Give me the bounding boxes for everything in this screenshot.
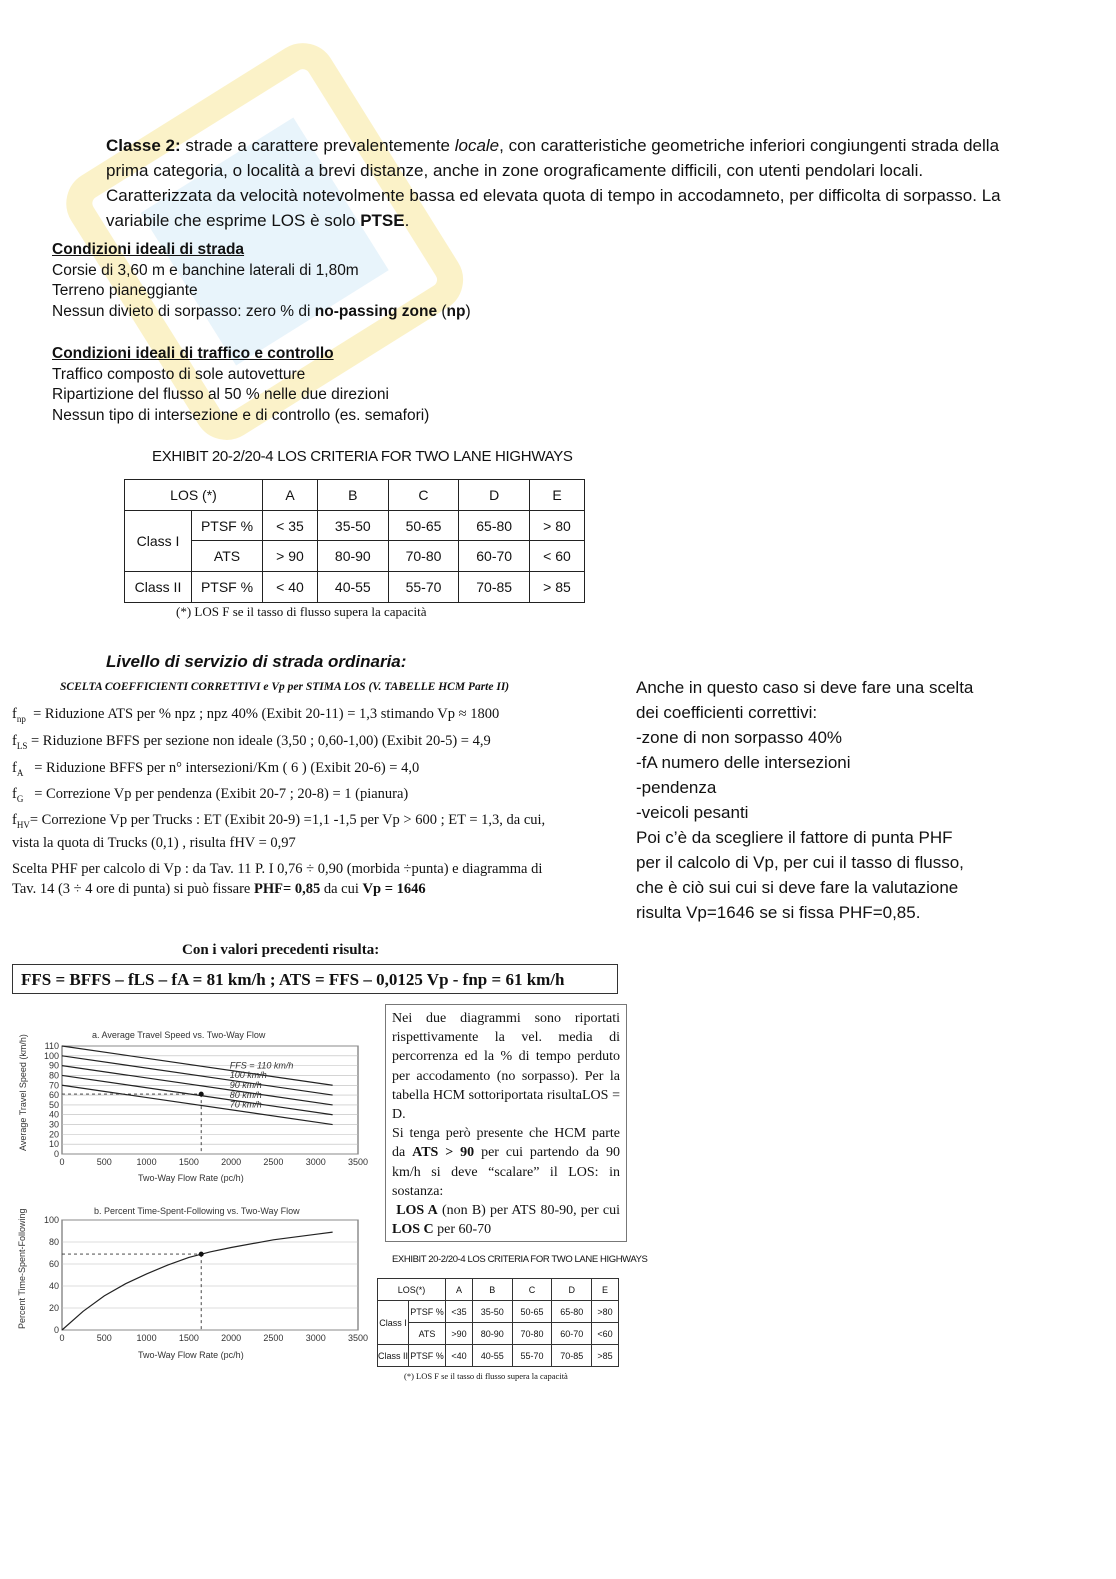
y-tick-label: 60 — [48, 1259, 59, 1269]
y-tick-label: 0 — [53, 1325, 59, 1335]
cell: 80-90 — [472, 1323, 512, 1345]
x-tick-label: 3000 — [305, 1157, 326, 1167]
x-tick-label: 3000 — [305, 1333, 326, 1343]
y-tick-label: 80 — [48, 1070, 59, 1081]
cell: >80 — [592, 1301, 619, 1323]
y-tick-label: 70 — [48, 1080, 59, 1091]
cell: 55-70 — [512, 1345, 552, 1367]
cell: 60-70 — [552, 1323, 592, 1345]
cell: < 40 — [263, 572, 318, 603]
small-class-2: Class II — [378, 1345, 409, 1367]
cell: > 90 — [263, 541, 318, 572]
x-tick-label: 2000 — [221, 1333, 242, 1343]
intro-lead: Classe 2: — [106, 136, 181, 155]
y-tick-label: 40 — [48, 1109, 59, 1120]
class-2-label: Class II — [125, 572, 192, 603]
traffic-line-2: Ripartizione del flusso al 50 % nelle due direzioni — [52, 386, 389, 403]
small-head-a: A — [446, 1279, 473, 1301]
cell: 35-50 — [317, 511, 388, 541]
x-tick-label: 1000 — [136, 1157, 157, 1167]
y-tick-label: 0 — [53, 1149, 59, 1159]
intro-text-1: strade a carattere prevalentemente — [180, 136, 455, 155]
x-tick-label: 3500 — [347, 1157, 369, 1167]
small-ats: ATS — [409, 1323, 446, 1345]
cell: 55-70 — [388, 572, 459, 603]
ptsf-label: PTSF % — [192, 511, 263, 541]
los-head-0: LOS (*) — [125, 480, 263, 511]
y-tick-label: 100 — [43, 1050, 59, 1061]
chart-ptsf — [10, 1204, 376, 1364]
cell: 80-90 — [317, 541, 388, 572]
y-tick-label: 10 — [48, 1139, 59, 1150]
intro-text-4: PTSE — [360, 211, 405, 230]
side-notes: Anche in questo caso si deve fare una scelta dei coefficienti correttivi: -zone di non sorpasso 40% -fA numero delle intersezioni -pendenza -veicoli pesanti Poi c’è da scegliere il fattore di punta PHF per il calcolo di Vp, per cui il tasso di flusso, che è ciò sui cui si deve fare la valutazione risulta Vp=1646 se si fissa PHF=0,85. — [636, 678, 974, 922]
y-tick-label: 30 — [48, 1119, 59, 1130]
cell: 40-55 — [472, 1345, 512, 1367]
result-formula: FFS = BFFS – fLS – fA = 81 km/h ; ATS = FFS – 0,0125 Vp - fnp = 61 km/h — [12, 964, 618, 994]
cell: 70-80 — [388, 541, 459, 572]
cell: < 35 — [263, 511, 318, 541]
intro-text-5: . — [404, 211, 410, 230]
small-head-d: D — [552, 1279, 592, 1301]
traffic-heading: Condizioni ideali di traffico e controllo — [52, 345, 334, 362]
intro-text-2: locale — [454, 136, 500, 155]
small-head-c: C — [512, 1279, 552, 1301]
small-class-1: Class I — [378, 1301, 409, 1345]
los-head-d: D — [459, 480, 530, 511]
los-head-e: E — [530, 480, 585, 511]
x-tick-label: 1000 — [136, 1333, 157, 1343]
x-tick-label: 2000 — [221, 1157, 242, 1167]
cell: >90 — [446, 1323, 473, 1345]
series-label: 100 km/h — [229, 1070, 267, 1081]
los-head-c: C — [388, 480, 459, 511]
y-tick-label: 50 — [48, 1099, 59, 1110]
y-tick-label: 20 — [48, 1129, 59, 1140]
chart-a-title: a. Average Travel Speed vs. Two-Way Flow — [92, 1030, 266, 1040]
y-tick-label: 90 — [48, 1060, 59, 1071]
small-exhibit-note: (*) LOS F se il tasso di flusso supera la capacità — [404, 1371, 568, 1381]
x-tick-label: 3500 — [347, 1333, 369, 1343]
x-tick-label: 2500 — [263, 1157, 284, 1167]
chart-b-ylabel: Percent Time-Spent-Following — [17, 1208, 27, 1329]
y-tick-label: 80 — [48, 1237, 59, 1247]
intro-text-3: , con caratteristiche geometriche inferiori congiungenti strada della prima categoria, o località a brevi distanze, anche in zone orograficamente difficili, con utenti pendolari locali. Caratterizzata da velocità notevolmente bassa ed elevata quota di tempo in accodamneto, per difficolta di sorpasso. La variabile che esprime LOS è solo — [106, 136, 1001, 230]
note-box: Nei due diagrammi sono riportati rispettivamente la vel. media di percorrenza ed la % di tempo perduto per accodamento (no sorpasso). Per la tabella HCM sottoriportata risultaLOS = D. Si tenga però presente che HCM parte da ATS > 90 per cui partendo da 90 km/h si deve “scalare” il LOS: in sostanza: LOS A (non B) per ATS 80-90, per cui LOS C per 60-70 — [385, 1004, 627, 1242]
chart-a-ylabel: Average Travel Speed (km/h) — [18, 1034, 28, 1151]
cell: > 85 — [530, 572, 585, 603]
cell: >85 — [592, 1345, 619, 1367]
small-head-0: LOS(*) — [378, 1279, 446, 1301]
exhibit-title: EXHIBIT 20-2/20-4 LOS CRITERIA FOR TWO LANE HIGHWAYS — [152, 448, 573, 465]
result-heading: Con i valori precedenti risulta: — [182, 942, 380, 958]
small-ptsf: PTSF % — [409, 1301, 446, 1323]
cell: 50-65 — [512, 1301, 552, 1323]
x-tick-label: 0 — [59, 1333, 65, 1343]
y-tick-label: 60 — [48, 1090, 59, 1101]
chart-b-xlabel: Two-Way Flow Rate (pc/h) — [138, 1350, 244, 1360]
series-label: 70 km/h — [229, 1099, 262, 1110]
x-tick-label: 500 — [96, 1157, 112, 1167]
series-label: 90 km/h — [229, 1079, 262, 1090]
small-head-b: B — [472, 1279, 512, 1301]
cell: 70-85 — [459, 572, 530, 603]
cell: <35 — [446, 1301, 473, 1323]
chart-b-title: b. Percent Time-Spent-Following vs. Two-Way Flow — [94, 1206, 300, 1216]
cell: 65-80 — [459, 511, 530, 541]
x-tick-label: 0 — [59, 1157, 65, 1167]
road-heading: Condizioni ideali di strada — [52, 241, 245, 258]
cell: < 60 — [530, 541, 585, 572]
road-conditions — [52, 240, 652, 322]
x-tick-label: 1500 — [178, 1157, 199, 1167]
ptsf2-label: PTSF % — [192, 572, 263, 603]
road-line-1: Corsie di 3,60 m e banchine laterali di 1,80m — [52, 261, 359, 279]
cell: 65-80 — [552, 1301, 592, 1323]
livello-heading: Livello di servizio di strada ordinaria: — [106, 652, 407, 671]
cell: 35-50 — [472, 1301, 512, 1323]
traffic-line-3: Nessun tipo di intersezione e di controllo (es. semafori) — [52, 406, 430, 424]
x-tick-label: 500 — [96, 1333, 112, 1343]
traffic-conditions — [52, 344, 652, 426]
small-head-e: E — [592, 1279, 619, 1301]
coef-block: $f_{np}$ = Riduzione ATS per % npz ; npz 40% (Exibit 20-11) = 1,3 stimando Vp ≈ 1800 $f_{LS}$ = Riduzione BFFS per sezione non ideale (3,50 ; 0,60-1,00) (Exibit 20-5) = 4,9 $f_A$ = Riduzione BFFS per n° intersezioni/Km ( 6 ) (Exibit 20-6) = 4,0 $f_G$ = Correzione Vp per pendenza (Exibit 20-7 ; 20-8) = 1 (pianura) $f_{HV}=$ Correzione Vp per Trucks : ET (Exibit 20-9) =1,1 -1,5 per Vp > 600 ; ET = 1,3, da cui, vista la quota di Trucks (0,1) , risulta fHV = 0,97 Scelta PHF per calcolo di Vp : da Tav. 11 P. I 0,76 ÷ 0,90 (morbida ÷punta) e diagramma di Tav. 14 (3 ÷ 4 ore di punta) si può fissare PHF= 0,85 da cui Vp = 1646 — [12, 706, 546, 897]
los-table — [124, 479, 585, 603]
cell: <40 — [446, 1345, 473, 1367]
traffic-line-1: Traffico composto di sole autovetture — [52, 365, 306, 383]
class-1-label: Class I — [125, 511, 192, 572]
road-line-3: Nessun divieto di sorpasso: zero % di no-passing zone (np) — [52, 302, 471, 320]
cell: 70-80 — [512, 1323, 552, 1345]
data-point — [199, 1252, 204, 1257]
cell: > 80 — [530, 511, 585, 541]
small-los-table — [377, 1278, 619, 1367]
cell: 70-85 — [552, 1345, 592, 1367]
coef-title: SCELTA COEFFICIENTI CORRETTIVI e Vp per STIMA LOS (V. TABELLE HCM Parte II) — [60, 681, 510, 693]
road-line-2: Terreno pianeggiante — [52, 282, 198, 299]
small-exhibit-title: EXHIBIT 20-2/20-4 LOS CRITERIA FOR TWO LANE HIGHWAYS — [392, 1254, 648, 1265]
chart-ats — [10, 1026, 376, 1186]
x-tick-label: 2500 — [263, 1333, 284, 1343]
series-line — [62, 1232, 333, 1330]
cell: 50-65 — [388, 511, 459, 541]
exhibit-note: (*) LOS F se il tasso di flusso supera la capacità — [176, 604, 427, 619]
y-tick-label: 100 — [43, 1215, 59, 1225]
series-label: 80 km/h — [229, 1089, 262, 1100]
y-tick-label: 110 — [44, 1041, 59, 1051]
intro-paragraph — [106, 133, 1006, 233]
y-tick-label: 40 — [48, 1281, 59, 1291]
cell: 40-55 — [317, 572, 388, 603]
cell: 60-70 — [459, 541, 530, 572]
data-point — [199, 1092, 204, 1097]
series-label: FFS = 110 km/h — [229, 1060, 294, 1071]
los-head-a: A — [263, 480, 318, 511]
los-head-b: B — [317, 480, 388, 511]
ats-label: ATS — [192, 541, 263, 572]
cell: <60 — [592, 1323, 619, 1345]
plot-frame — [62, 1220, 358, 1330]
chart-a-xlabel: Two-Way Flow Rate (pc/h) — [138, 1173, 244, 1183]
x-tick-label: 1500 — [178, 1333, 199, 1343]
y-tick-label: 20 — [48, 1303, 59, 1313]
small-ptsf2: PTSF % — [409, 1345, 446, 1367]
